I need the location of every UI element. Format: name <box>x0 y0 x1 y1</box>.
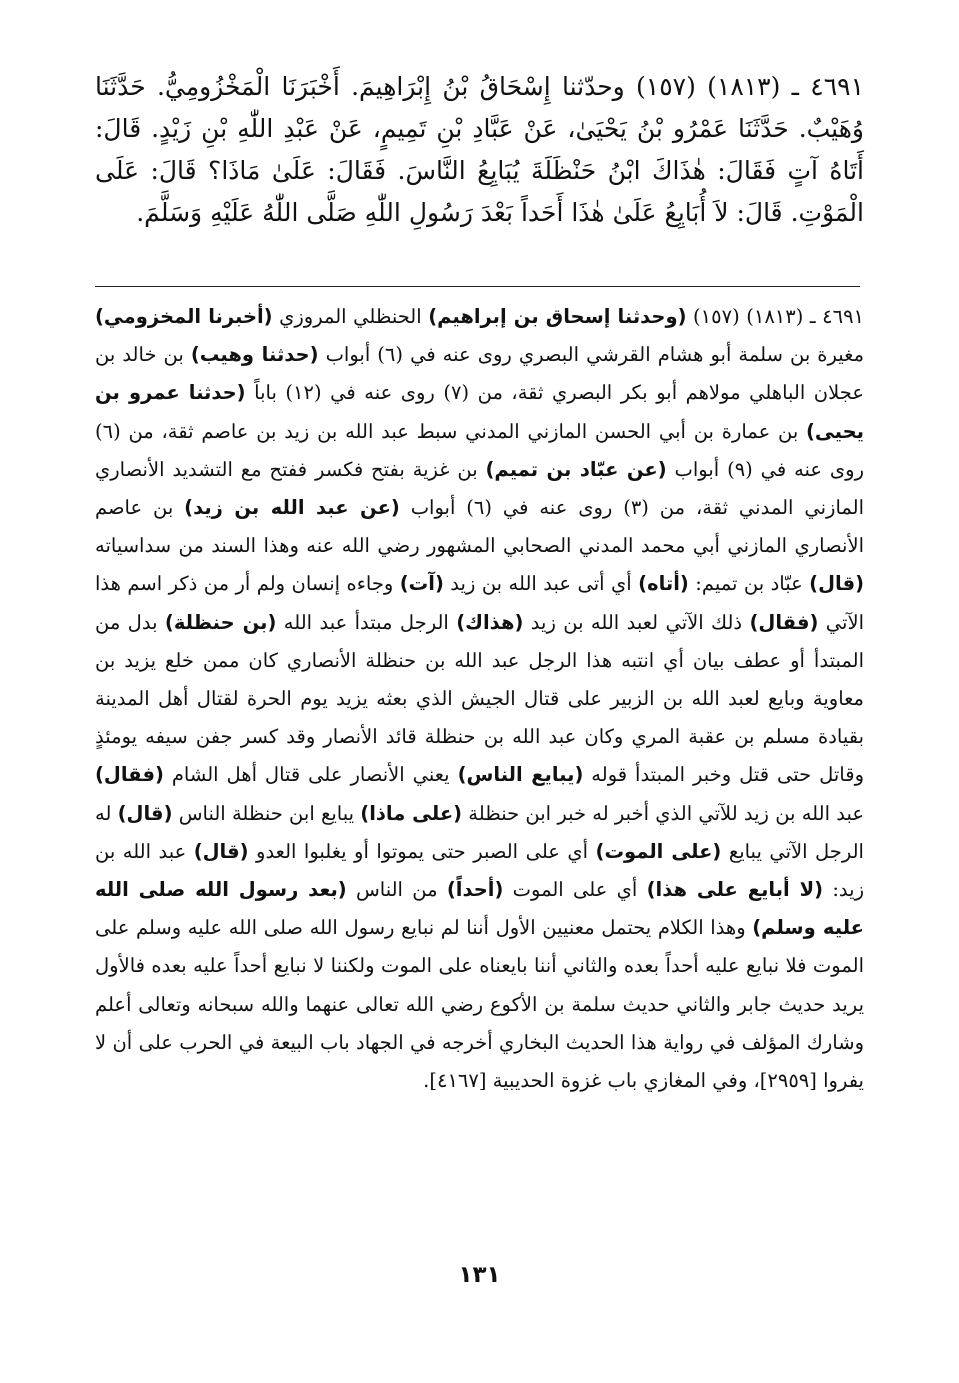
commentary-quoted-phrase: (لا أبايع على هذا) <box>646 878 824 902</box>
commentary-quoted-phrase: (هذاك) <box>456 610 524 634</box>
hadith-paragraph: ٤٦٩١ ـ (١٨١٣) (١٥٧) وحدّثنا إِسْحَاقُ بْنُ إِبْرَاهِيمَ. أَخْبَرَنَا الْمَخْزُومِيُّ. حَدَّثَنَا وُهَيْبٌ. حَدَّثَنَا عَمْرُو بْنُ يَحْيَىٰ، عَنْ عَبَّادِ بْنِ تَمِيمٍ، عَنْ عَبْدِ اللّٰهِ بْنِ زَيْدٍ. قَالَ: أَتَاهُ آتٍ فَقَالَ: هٰذَاكَ ابْنُ حَنْظَلَةَ يُبَايِعُ النَّاسَ. فَقَالَ: عَلَىٰ مَاذَا؟ قَالَ: عَلَى الْمَوْتِ. قَالَ: لاَ أُبَايِعُ عَلَىٰ هٰذَا أَحَداً بَعْدَ رَسُولِ اللّٰهِ صَلَّى اللّٰهُ عَلَيْهِ وَسَلَّمَ. <box>95 72 864 227</box>
commentary-quoted-phrase: (حدثنا عمرو بن يحيى) <box>95 381 864 443</box>
commentary-quoted-phrase: (بعد رسول الله صلى الله عليه وسلم) <box>95 878 864 940</box>
commentary-quoted-phrase: (عن عبّاد بن تميم) <box>485 457 667 481</box>
commentary-quoted-phrase: (وحدثنا إسحاق بن إبراهيم) <box>428 305 687 328</box>
commentary-text: يعني الأنصار على قتال أهل الشام <box>163 763 458 787</box>
commentary-text: وجاءه إنسان ولم أر من ذكر اسم هذا الآتي <box>95 572 865 634</box>
commentary-quoted-phrase: (أخبرنا المخزومي) <box>95 305 273 328</box>
commentary-text: عبّاد بن تميم: <box>688 572 810 596</box>
commentary-text: بن عمارة بن أبي الحسن المازني المدني سبط عبد الله بن زيد بن عاصم ثقة، من (٦) روى عنه في (٩) أبواب <box>95 419 864 481</box>
commentary-quoted-phrase: (فقال) <box>749 610 819 634</box>
commentary-quoted-phrase: (قال) <box>193 839 249 863</box>
commentary-quoted-phrase: (أحداً) <box>446 878 504 902</box>
page-number: ١٣١ <box>458 1262 501 1288</box>
commentary-text: ٤٦٩١ ـ (١٨١٣) (١٥٧) <box>686 305 865 328</box>
commentary-quoted-phrase: (عن عبد الله بن زيد) <box>184 496 400 520</box>
commentary-quoted-phrase: (قال) <box>809 572 865 596</box>
commentary-text: مغيرة بن سلمة أبو هشام القرشي البصري روى عنه في (٦) أبواب <box>318 343 865 367</box>
commentary-text: الرجل مبتدأ عبد الله <box>276 610 457 634</box>
commentary-text: وهذا الكلام يحتمل معنيين الأول أننا لم نبايع رسول الله صلى الله عليه وسلم على الموت فلا نبايع عليه أحداً بعده والثاني أننا بايعناه على الموت ولكننا لا نبايع أحداً عليه بعده فالأول يريد حديث جابر والثاني حديث سلمة بن الأكوع رضي الله تعالى عنهما والله سبحانه وتعالى أعلم وشارك المؤلف في رواية هذا الحديث البخاري أخرجه في الجهاد باب البيعة في الحرب على أن لا يفروا [٢٩٥٩]، وفي المغازي باب غزوة الحديبية [٤١٦٧]. <box>95 916 864 1093</box>
commentary-text: عبد الله بن زيد للآتي الذي أخبر له خبر ابن حنظلة <box>462 801 864 825</box>
footnote-divider <box>95 286 860 287</box>
commentary-text: يبايع ابن حنظلة الناس <box>172 801 361 825</box>
commentary-text: بن غزية بفتح فكسر ففتح مع التشديد الأنصاري المازني المدني ثقة، من (٣) روى عنه في (٦) أبواب <box>95 457 865 520</box>
commentary-text: أي على الصبر حتى يموتوا أو يغلبوا العدو <box>248 839 596 863</box>
commentary-text: له الرجل الآتي يبايع <box>95 801 864 863</box>
commentary-quoted-phrase: (قال) <box>117 801 173 825</box>
commentary-text: ذلك الآتي لعبد الله بن زيد <box>523 610 750 634</box>
commentary-text: أي أتى عبد الله بن زيد <box>443 572 639 596</box>
commentary-text: أي على الموت <box>503 878 647 902</box>
commentary-block <box>95 298 864 1100</box>
commentary-text: بن عاصم الأنصاري المازني أبي محمد المدني الصحابي المشهور رضي الله عنه وهذا السند من سداسياته <box>95 496 864 558</box>
commentary-quoted-phrase: (على الموت) <box>595 839 722 863</box>
commentary-text: الحنظلي المروزي <box>272 305 429 328</box>
commentary-quoted-phrase: (آت) <box>399 572 444 596</box>
hadith-text-block <box>95 66 864 234</box>
commentary-paragraph <box>95 298 864 1100</box>
commentary-text: من الناس <box>346 878 447 902</box>
commentary-quoted-phrase: (حدثنا وهيب) <box>190 343 319 367</box>
commentary-quoted-phrase: (أتاه) <box>638 572 689 596</box>
commentary-text: بن خالد بن عجلان الباهلي مولاهم أبو بكر البصري ثقة، من (٧) روى عنه في (١٢) باباً <box>95 343 864 405</box>
commentary-quoted-phrase: (على ماذا) <box>360 801 463 825</box>
commentary-text: عبد الله بن زيد: <box>95 839 864 902</box>
commentary-quoted-phrase: (يبايع الناس) <box>457 763 584 787</box>
commentary-quoted-phrase: (فقال) <box>95 763 164 787</box>
commentary-text: بدل من المبتدأ أو عطف بيان أي انتبه هذا الرجل عبد الله بن حنظلة الأنصاري كان ممن خلع يزيد بن معاوية وبايع لعبد الله بن الزبير على قتال الجيش الذي بعثه يزيد يوم الحرة لقتال أهل المدينة بقيادة مسلم بن عقبة المري وكان عبد الله بن حنظلة قائد الأنصار وقد كسر جفن سيفه يومئذٍ وقاتل حتى قتل وخبر المبتدأ قوله <box>95 610 864 787</box>
commentary-quoted-phrase: (بن حنظلة) <box>164 610 277 634</box>
